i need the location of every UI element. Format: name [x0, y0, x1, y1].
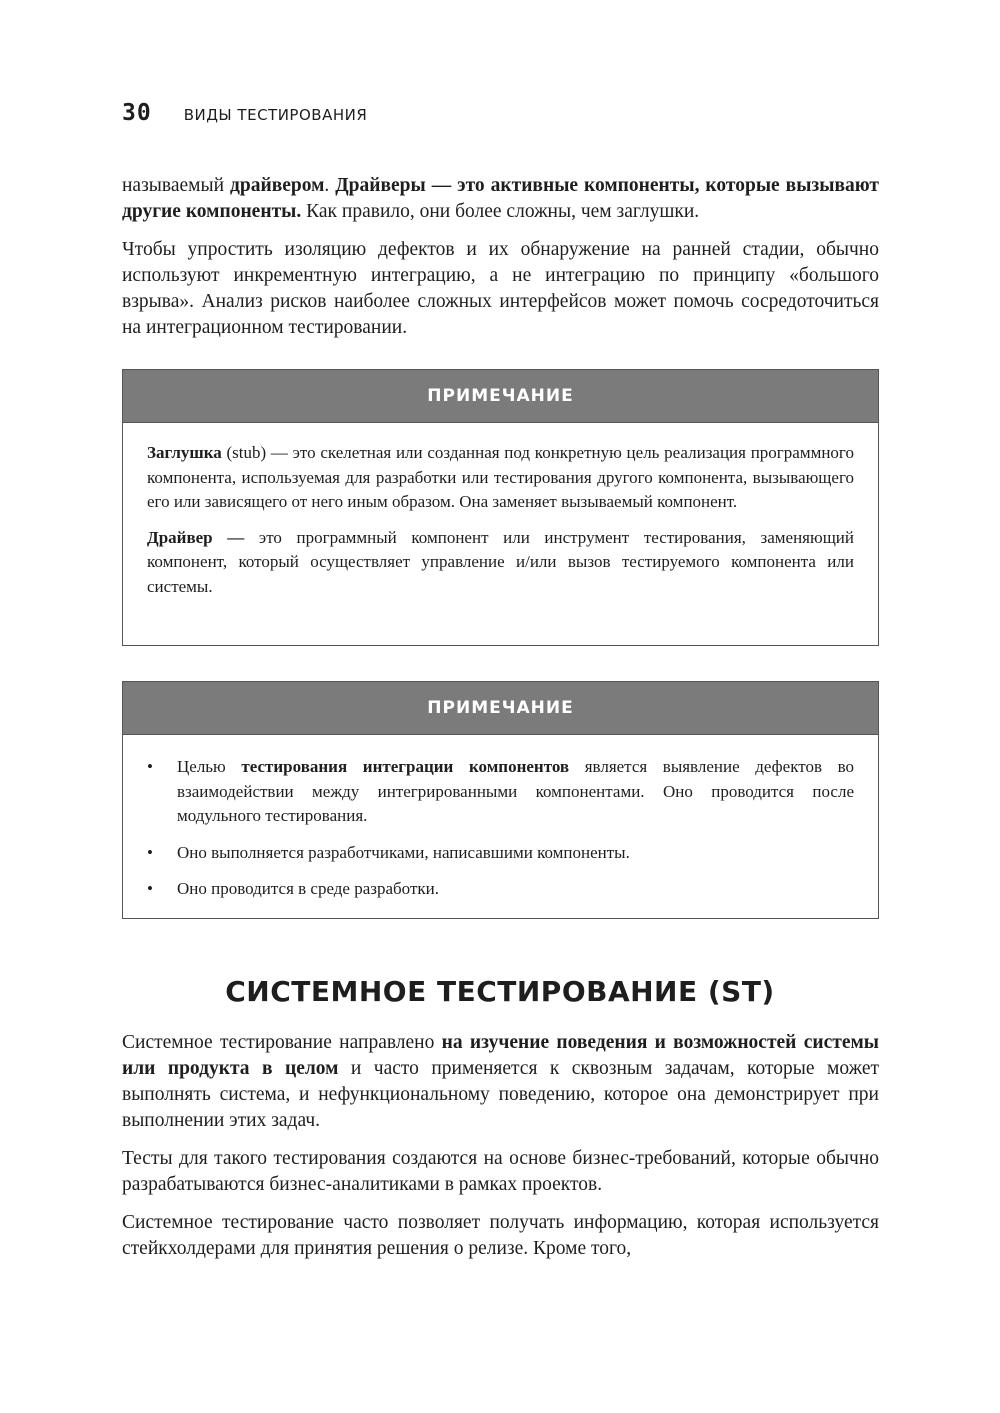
intro-paragraph-2: Чтобы упростить изоляцию дефектов и их обнаружение на ранней стадии, обычно используют инкрементную интеграцию, а не интеграцию по принципу «большого взрыва». Анализ рисков наиболее сложных интерфейсов может помочь сосредоточиться на интеграционном тестировании.: [122, 239, 879, 338]
section-paragraph-2: Тесты для такого тестирования создаются на основе бизнес-требований, которые обычно разрабатываются бизнес-аналитиками в рамках проектов.: [122, 1148, 879, 1195]
text-run: Как правило, они более сложны, чем заглушки.: [301, 201, 700, 222]
section-paragraph-3: Системное тестирование часто позволяет получать информацию, которая используется стейкхолдерами для принятия решения о релизе. Кроме того,: [122, 1212, 879, 1259]
note-box-integration: [122, 681, 879, 919]
note-box-definitions: [122, 369, 879, 646]
term-driver: Драйвер —: [147, 527, 245, 547]
list-item: • Оно выполняется разработчиками, написавшими компоненты.: [147, 841, 854, 866]
note-header: [123, 682, 878, 735]
term-stub: Заглушка: [147, 443, 222, 462]
note-title: ПРИМЕЧАНИЕ: [427, 386, 574, 406]
note-body: [123, 735, 878, 928]
note-header: [123, 370, 878, 423]
definition-driver: [147, 526, 854, 600]
bold-term-driver: драйвером: [230, 175, 325, 196]
text-run: называемый: [122, 175, 230, 196]
note-bullet-list: [147, 755, 854, 902]
text-run: Целью: [177, 757, 242, 776]
list-item: • Оно проводится в среде разработки.: [147, 877, 854, 902]
section-paragraph-1: [122, 1030, 879, 1134]
definition-stub: [147, 441, 854, 515]
bold-term: тестирования интеграции компонентов: [241, 757, 570, 776]
page-number: 30: [122, 100, 152, 126]
intro-paragraph-1: [122, 173, 879, 225]
bold-phrase: на изучение поведения и возможностей системы или продукта в целом: [122, 1032, 879, 1079]
bold-definition: Драйверы — это активные компоненты, которые вызывают другие компоненты.: [122, 175, 879, 222]
text-run: является выявление дефектов во взаимодействии между интегрированными компонентами. Оно проводится после модульного тестирования.: [177, 757, 855, 825]
note-title: ПРИМЕЧАНИЕ: [427, 698, 574, 718]
running-title: ВИДЫ ТЕСТИРОВАНИЯ: [183, 106, 368, 124]
list-item: [147, 755, 854, 829]
text-run: и часто применяется к сквозным задачам, которые может выполнять система, и нефункциональному поведению, которое она демонстрирует при выполнении этих задач.: [122, 1058, 879, 1131]
definition-text: (stub) — это скелетная или созданная под конкретную цель реализация программного компонента, используемая для разработки или тестирования другого компонента, вызывающего его или зависящего от него иным образом. Она заменяет вызываемый компонент.: [147, 443, 854, 511]
section-heading: СИСТЕМНОЕ ТЕСТИРОВАНИЕ (ST): [225, 975, 775, 1008]
page-header: [122, 100, 367, 126]
definition-text: это программный компонент или инструмент тестирования, заменяющий компонент, который осуществляет управление и/или вызов тестируемого компонента или системы.: [147, 527, 854, 596]
text-run: .: [324, 175, 336, 196]
text-run: Системное тестирование направлено: [122, 1032, 442, 1053]
note-body: [123, 423, 878, 624]
